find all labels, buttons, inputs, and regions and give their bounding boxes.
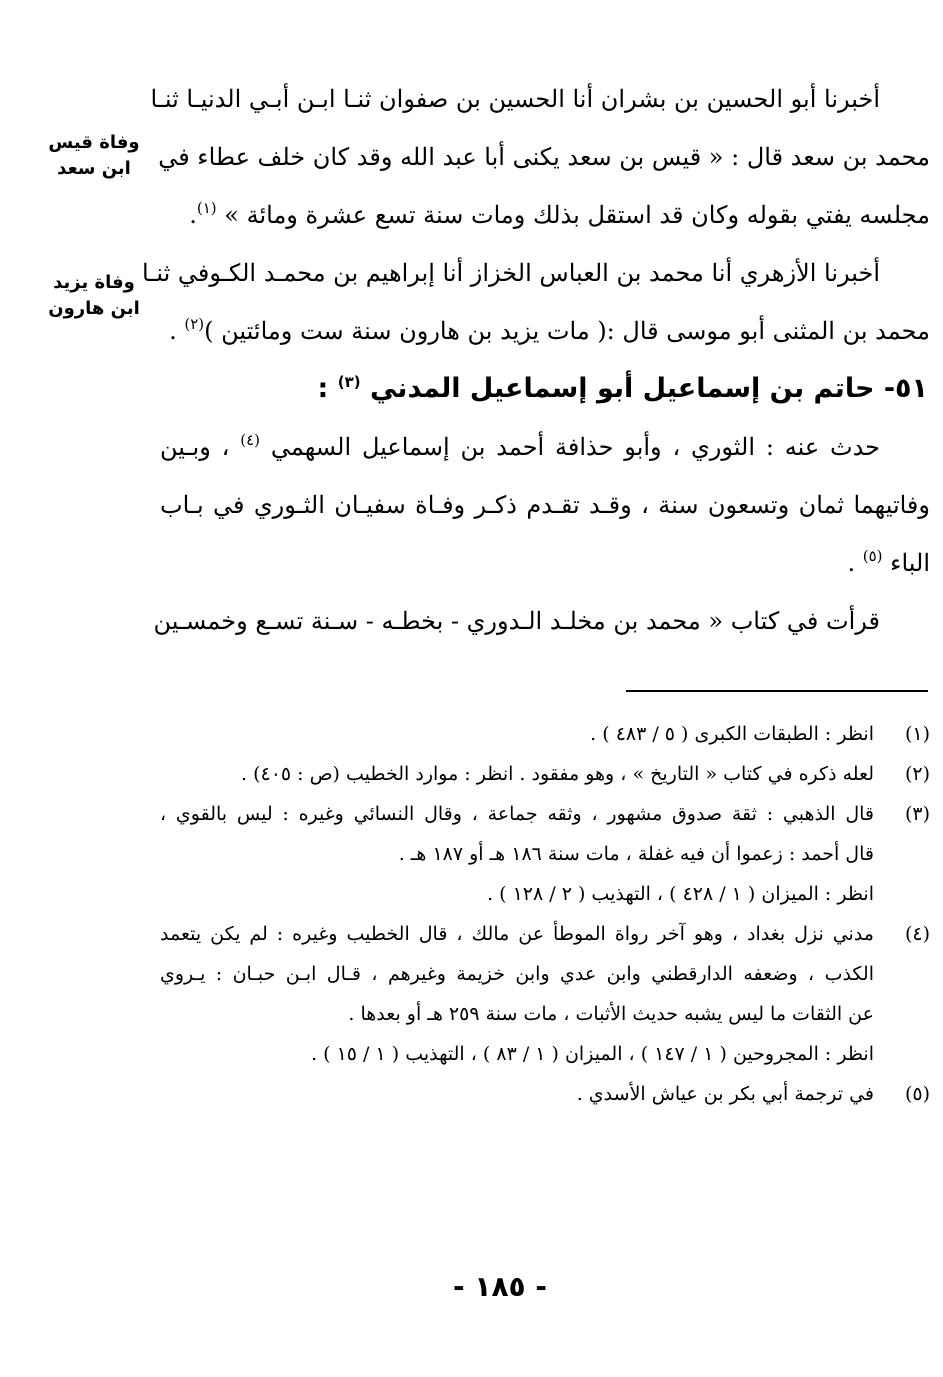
body-line: أخبرنا الأزهري أنا محمد بن العباس الخزاز أنا إبراهيم بن محمـد الكـوفي ثنـا	[142, 259, 880, 287]
margin-note-line: ابن سعد	[57, 158, 131, 179]
footnote-ref: (١)	[196, 199, 217, 217]
footnote-line: الكذب ، وضعفه الدارقطني وابن عدي وابن خزيمة وغيرهم ، قـال ابـن حبـان : يـروي	[160, 963, 874, 985]
footnote-line: انظر : المجروحين ( ١ / ١٤٧ ) ، الميزان ( ١ / ٨٣ ) ، التهذيب ( ١ / ١٥ ) .	[311, 1043, 874, 1065]
main-text	[142, 70, 930, 650]
body-line: أخبرنا أبو الحسين بن بشران أنا الحسين بن صفوان ثنـا ابـن أبـي الدنيـا ثنـا	[150, 85, 880, 113]
footnote	[160, 794, 930, 914]
footnote-separator	[626, 690, 928, 692]
footnote-line: قال أحمد : زعموا أن فيه غفلة ، مات سنة ١٨٦ هـ أو ١٨٧ هـ .	[398, 843, 874, 865]
body-line-text: الباء	[890, 549, 930, 577]
footnote	[160, 754, 930, 794]
body-line-text: مجلسه يفتي بقوله وكان قد استقل بذلك ومات سنة تسع عشرة ومائة »	[224, 201, 930, 229]
body-line-text: ، وبـين	[160, 433, 230, 461]
footnote-text	[160, 914, 874, 1074]
footnote-text	[160, 754, 874, 794]
body-line	[160, 418, 930, 476]
body-line: الباء $^{(٥)}$ .	[847, 547, 930, 577]
footnote	[160, 714, 930, 754]
body-line-text: محمد بن المثنى أبو موسى قال :( مات يزيد بن هارون سنة ست ومائتين )	[204, 317, 930, 345]
footnote-number: (٢)	[904, 763, 930, 785]
body-line: مجلسه يفتي بقوله وكان قد استقل بذلك ومات سنة تسع عشرة ومائة » $^{(١)}$.	[189, 199, 930, 229]
footnote-line: عن الثقات ما ليس يشبه حديث الأثبات ، مات سنة ٢٥٩ هـ أو بعدها .	[348, 1003, 874, 1025]
footnote-line: لعله ذكره في كتاب « التاريخ » ، وهو مفقود . انظر : موارد الخطيب (ص : ٤٠٥) .	[240, 763, 874, 785]
margin-note-qays	[44, 130, 144, 182]
body-line: محمد بن سعد قال : « قيس بن سعد يكنى أبا عبد الله وقد كان خلف عطاء في	[158, 143, 930, 171]
margin-note-line: وفاة يزيد	[53, 272, 135, 293]
entry-heading	[160, 360, 930, 418]
footnote-ref: (٥)	[862, 547, 883, 565]
body-line: قرأت في كتاب « محمد بن مخلـد الـدوري - بخطـه - سـنة تسـع وخمسـين	[153, 607, 880, 635]
footnote-number: (٥)	[904, 1083, 930, 1105]
footnote-text	[160, 794, 874, 914]
entry-heading-colon: :	[317, 373, 329, 404]
footnote	[160, 914, 930, 1074]
footnote-line: انظر : الميزان ( ١ / ٤٢٨ ) ، التهذيب ( ٢ / ١٢٨ ) .	[487, 883, 874, 905]
footnote-line: قال الذهبي : ثقة صدوق مشهور ، وثقه جماعة ، وقال النسائي وغيره : ليس بالقوي ،	[160, 803, 874, 825]
margin-note-yazid	[44, 270, 144, 322]
margin-note-line: ابن هارون	[48, 298, 140, 319]
footnote-line: في ترجمة أبي بكر بن عياش الأسدي .	[576, 1083, 874, 1105]
page-number: - ١٨٥ -	[452, 1270, 548, 1303]
margin-note-line: وفاة قيس	[48, 132, 140, 153]
footnote-line: انظر : الطبقات الكبرى ( ٥ / ٤٨٣ ) .	[590, 723, 874, 745]
entry-heading-text: ٥١- حاتم بن إسماعيل أبو إسماعيل المدني	[369, 373, 928, 404]
body-line: وفاتيهما ثمان وتسعون سنة ، وقـد تقـدم ذكـر وفـاة سفيـان الثـوري في بـاب	[160, 491, 930, 519]
footnote-text	[160, 714, 874, 754]
footnote-number: (٤)	[904, 923, 930, 945]
footnotes	[160, 714, 930, 1114]
footnote-ref: (٣)	[337, 373, 361, 391]
footnote-ref: (٤)	[240, 431, 260, 449]
footnote-ref: (٢)	[184, 315, 205, 333]
body-line-text: حدث عنه : الثوري ، وأبو حذافة أحمد بن إسماعيل السهمي	[270, 433, 880, 461]
footnote-line: مدني نزل بغداد ، وهو آخر رواة الموطأ عن مالك ، قال الخطيب وغيره : لم يكن يتعمد	[160, 923, 874, 945]
footnote-text	[160, 1074, 874, 1114]
body-line: محمد بن المثنى أبو موسى قال :( مات يزيد بن هارون سنة ست ومائتين )$^{(٢)}$ .	[169, 315, 930, 345]
footnote-number: (١)	[904, 723, 930, 745]
footnote	[160, 1074, 930, 1114]
footnote-number: (٣)	[904, 803, 930, 825]
